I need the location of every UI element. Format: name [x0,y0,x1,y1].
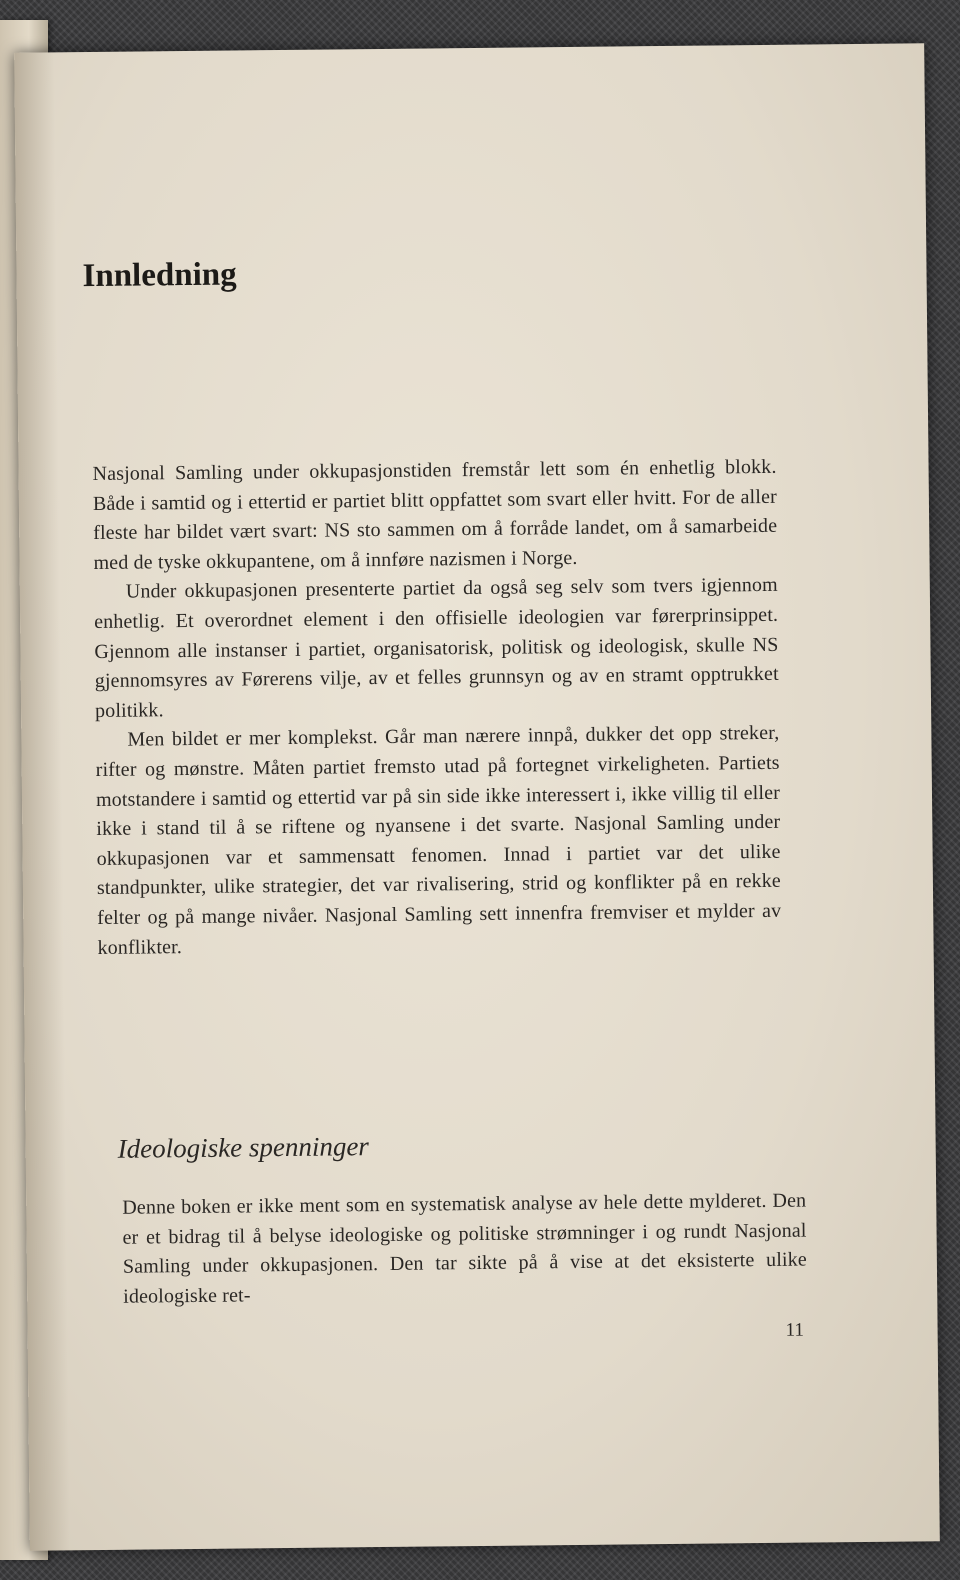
paragraph: Men bildet er mer komplekst. Går man nærere innpå, dukker det opp streker, rifter og mønstre. Måten partiet fremsto utad på fortegnet virkeligheten. Partiets motstandere i samtid og ettertid var på sin side ikke interessert i, ikke villig til eller ikke i stand til å se riftene og nyansene i det svarte. Nasjonal Samling under okkupasjonen var et sammensatt fenomen. Innad i partiet var det ulike standpunkter, ulike strategier, det var rivalisering, strid og konflikter på en rekke felter og på mange nivåer. Nasjonal Samling sett innenfra fremviser et mylder av konflikter. [95,722,782,959]
paragraph: Nasjonal Samling under okkupasjonstiden fremstår lett som én enhetlig blokk. Både i samtid og i ettertid er partiet blitt oppfattet som svart eller hvitt. For de aller fleste har bildet vært svart: NS sto sammen om å forråde landet, om å samarbeide med de tyske okkupantene, om å innføre nazismen i Norge. [92,455,778,574]
chapter-title: Innledning [82,256,237,295]
paragraph: Denne boken er ikke ment som en systematisk analyse av hele dette mylderet. Den er et bidrag til å belyse ideologiske og politiske strømninger i og rundt Nasjonal Samling under okkupasjonen. Den tar sikte på å vise at det eksisterte ulike ideologiske ret- [122,1189,807,1308]
section-heading: Ideologiske spenninger [117,1131,369,1164]
paragraph: Under okkupasjonen presenterte partiet da også seg selv som tvers igjennom enhetlig. Et overordnet element i den offisielle ideologien var førerprinsippet. Gjennom alle instanser i partiet, organisatorisk, politisk og ideologisk, skulle NS gjennomsyres av Førerens vilje, av et felles grunnsyn og av en stramt opptrukket politikk. [94,574,779,722]
section-text [122,1187,807,1313]
book-page [14,43,940,1550]
intro-text [92,453,781,963]
page-number: 11 [785,1319,805,1341]
